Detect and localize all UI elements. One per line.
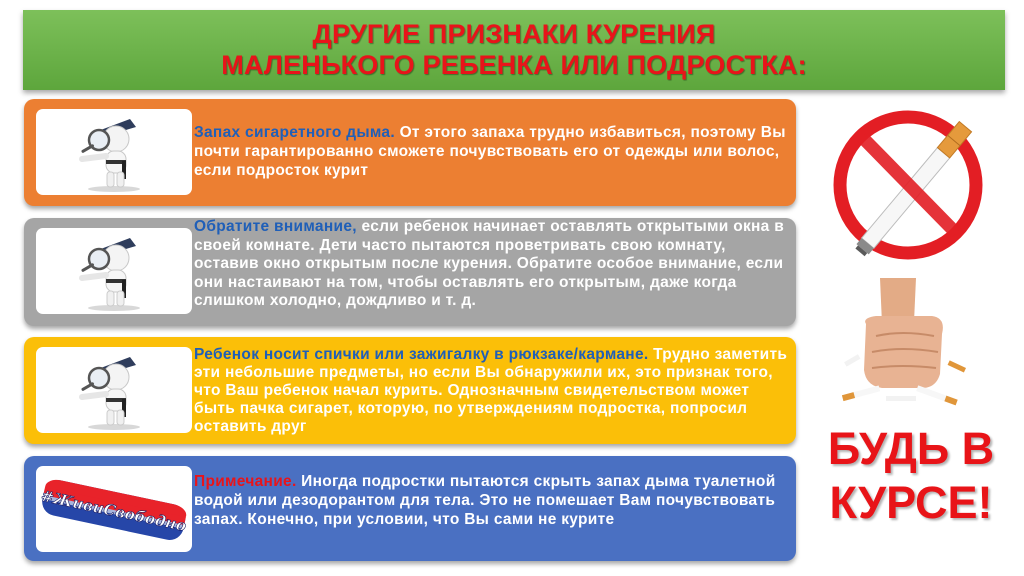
title-banner bbox=[23, 10, 1005, 90]
slogan bbox=[812, 422, 1010, 530]
detective-figure-icon bbox=[36, 109, 192, 195]
card-image bbox=[36, 347, 192, 433]
detective-figure-icon bbox=[36, 347, 192, 433]
card-body: если ребенок начинает оставлять открытыми окна в своей комнате. Дети часто пытаются проветривать свою комнату, оставив окно открытым после курения. Обратите особое внимание, если они настаивают на том, чтобы оставлять его открытым, даже когда слишком холодно, дождливо и т. д. bbox=[194, 218, 785, 309]
card-image bbox=[36, 228, 192, 314]
title-line-2: МАЛЕНЬКОГО РЕБЕНКА ИЛИ ПОДРОСТКА: bbox=[221, 50, 807, 80]
card-image bbox=[36, 466, 192, 552]
card-text bbox=[194, 472, 788, 529]
card-highlight: Обратите внимание, bbox=[194, 218, 357, 235]
fist-crushing-cigarettes-icon bbox=[842, 278, 968, 412]
slogan-line-1: БУДЬ В bbox=[827, 423, 995, 474]
no-smoking-icon bbox=[826, 103, 1002, 273]
card-body: Иногда подростки пытаются скрыть запах дыма туалетной водой или дезодорантом для тела. Это не помешает Вам почувствовать запах. Конечно, при условии, что Вы сами не курите bbox=[194, 473, 776, 528]
card-text bbox=[194, 218, 788, 311]
info-card-open-windows bbox=[24, 218, 796, 326]
card-highlight: Ребенок носит спички или зажигалку в рюкзаке/кармане. bbox=[194, 346, 649, 363]
slogan-line-2: КУРСЕ! bbox=[829, 477, 993, 528]
card-body: Трудно заметить эти небольшие предметы, но если Вы обнаружили их, это признак того, что Ваш ребенок начал курить. Однозначным свидетельством может быть пачка сигарет, которую, по утверждениям подростка, попросил оставить друг bbox=[194, 346, 788, 435]
detective-figure-icon bbox=[36, 228, 192, 314]
hashtag-logo bbox=[36, 466, 192, 552]
card-text bbox=[194, 346, 788, 436]
card-highlight: Запах сигаретного дыма. bbox=[194, 124, 395, 141]
info-card-smoke-smell bbox=[24, 99, 796, 206]
title-line-1: ДРУГИЕ ПРИЗНАКИ КУРЕНИЯ bbox=[312, 19, 716, 49]
card-text bbox=[194, 123, 788, 180]
card-highlight: Примечание. bbox=[194, 473, 297, 490]
logo-text: #ЖивиСвободно bbox=[39, 486, 188, 536]
card-body: От этого запаха трудно избавиться, поэтому Вы почти гарантированно сможете почувствовать его от одежды или волос, если подросток курит bbox=[194, 124, 786, 179]
info-card-note bbox=[24, 456, 796, 561]
card-image bbox=[36, 109, 192, 195]
info-card-matches-lighter bbox=[24, 337, 796, 444]
